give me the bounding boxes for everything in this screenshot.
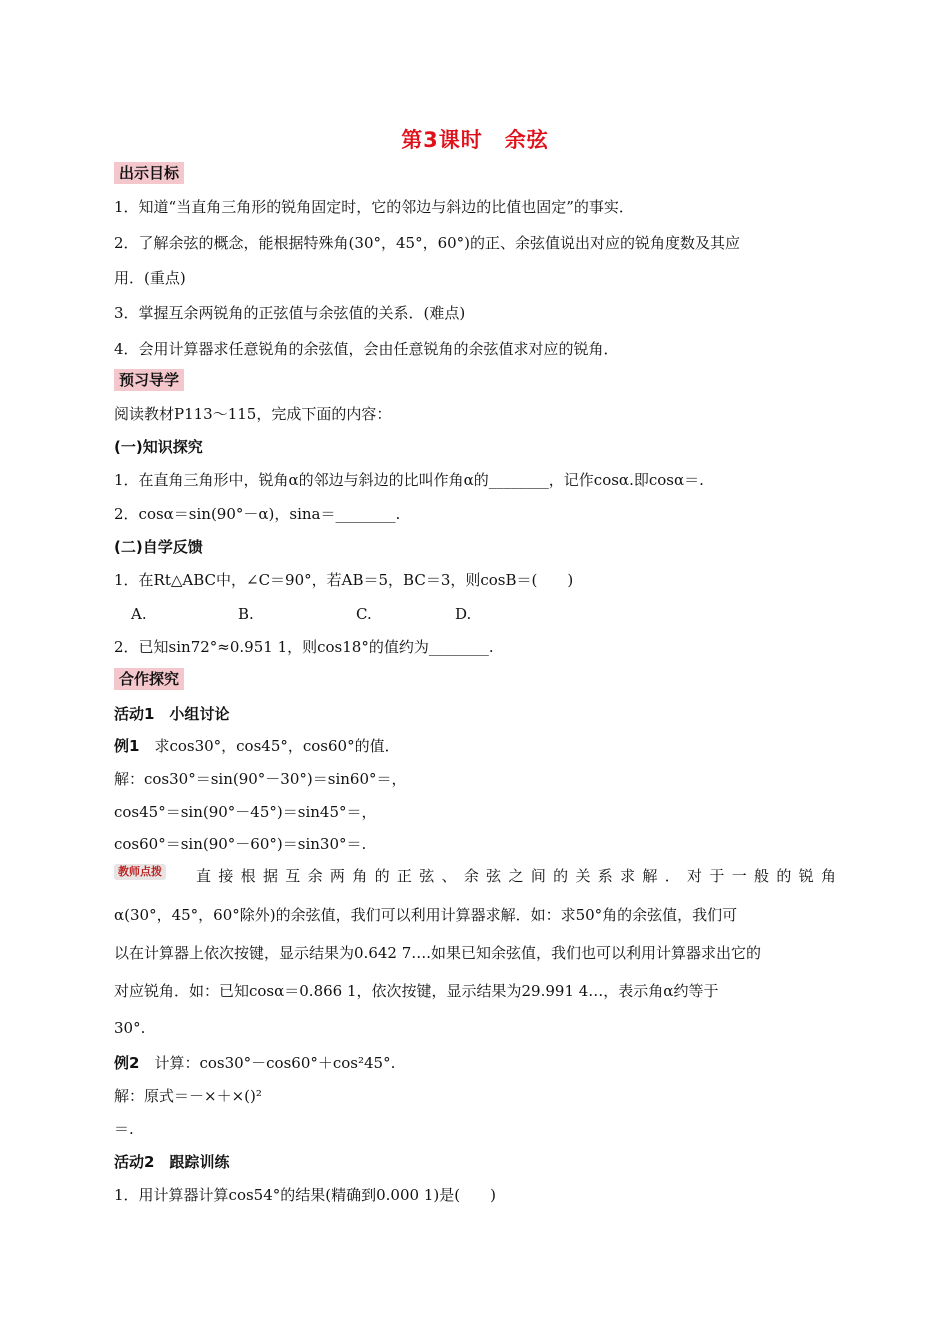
example-2-text: 计算：cos30°－cos60°＋cos²45°. <box>139 1054 396 1072</box>
knowledge-item: 2．cosα＝sin(90°－α)，sina＝________. <box>114 505 401 523</box>
example-1-text: 求cos30°，cos45°，cos60°的值． <box>139 737 400 755</box>
example-1 <box>114 736 400 756</box>
feedback-question-2: 2．已知sin72°≈0.951 1，则cos18°的值约为________. <box>114 638 494 656</box>
example-2 <box>114 1053 395 1073</box>
solution-line: ＝. <box>114 1120 134 1138</box>
section-header-coop: 合作探究 <box>114 668 184 690</box>
option-c: C. <box>356 605 372 623</box>
activity-1-title: 活动1 小组讨论 <box>114 705 230 723</box>
teacher-tip-line: α(30°，45°，60°除外)的余弦值，我们可以利用计算器求解．如：求50°角的余弦值，我们可 <box>114 906 738 924</box>
example-2-label: 例2 <box>114 1054 140 1072</box>
teacher-tip-line: 对应锐角．如：已知cosα＝0.866 1，依次按键，显示结果为29.991 4…，表示角α约等于 <box>114 982 719 1000</box>
goal-line: 1．知道“当直角三角形的锐角固定时，它的邻边与斜边的比值也固定”的事实． <box>114 198 634 216</box>
goal-line: 3．掌握互余两锐角的正弦值与余弦值的关系．(难点) <box>114 304 466 322</box>
example-1-label: 例1 <box>114 737 140 755</box>
teacher-tip-line: 以在计算器上依次按键，显示结果为0.642 7….如果已知余弦值，我们也可以利用计算器求出它的 <box>114 944 762 962</box>
solution-line: 解：原式＝－×＋×()² <box>114 1087 262 1105</box>
teacher-tip-tag: 教师点拨 <box>114 864 166 880</box>
option-b: B. <box>238 605 254 623</box>
page-title: 第3课时 余弦 <box>401 128 549 152</box>
solution-line: cos45°＝sin(90°－45°)＝sin45°＝， <box>114 803 377 821</box>
goal-line: 2．了解余弦的概念，能根据特殊角(30°，45°，60°)的正、余弦值说出对应的锐角度数及其应 <box>114 234 741 252</box>
activity-2-title: 活动2 跟踪训练 <box>114 1153 230 1171</box>
teacher-tip-line: 30°. <box>114 1019 146 1037</box>
section-header-goals: 出示目标 <box>114 162 184 184</box>
subsection-knowledge: (一)知识探究 <box>114 438 203 456</box>
feedback-question-1: 1．在Rt△ABC中，∠C＝90°，若AB＝5，BC＝3，则cosB＝( ) <box>114 571 574 589</box>
solution-line: cos60°＝sin(90°－60°)＝sin30°＝. <box>114 835 367 853</box>
goal-line: 用．(重点) <box>114 269 186 287</box>
option-d: D. <box>455 605 472 623</box>
goal-line: 4．会用计算器求任意锐角的余弦值，会由任意锐角的余弦值求对应的锐角． <box>114 340 619 358</box>
option-a: A. <box>131 605 147 623</box>
section-header-preview: 预习导学 <box>114 369 184 391</box>
training-question-1: 1．用计算器计算cos54°的结果(精确到0.000 1)是( ) <box>114 1186 496 1204</box>
solution-line: 解：cos30°＝sin(90°－30°)＝sin60°＝， <box>114 770 407 788</box>
knowledge-item: 1．在直角三角形中，锐角α的邻边与斜边的比叫作角α的________，记作cosα.即cosα＝. <box>114 471 704 489</box>
teacher-tip-first-line: 直接根据互余两角的正弦、余弦之间的关系求解．对于一般的锐角 <box>196 867 836 885</box>
preview-intro: 阅读教材P113～115，完成下面的内容： <box>114 405 392 423</box>
subsection-feedback: (二)自学反馈 <box>114 538 203 556</box>
